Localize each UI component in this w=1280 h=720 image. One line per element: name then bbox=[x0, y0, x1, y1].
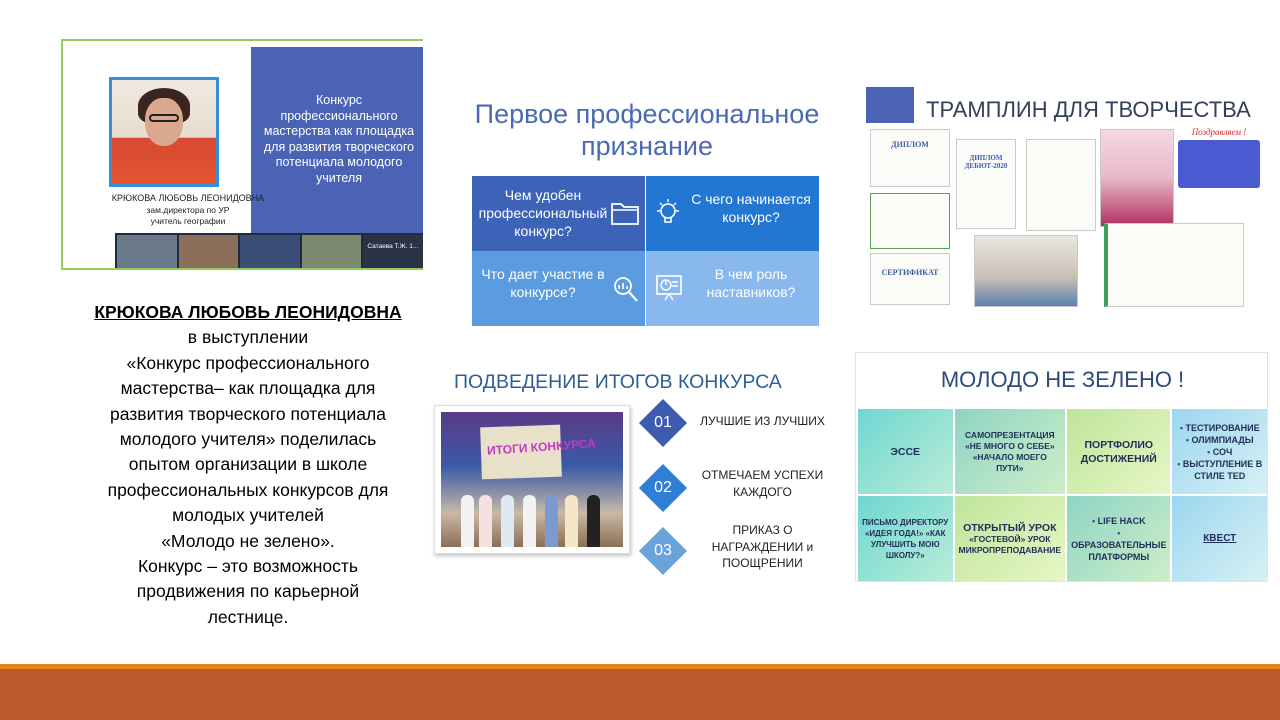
lifehack-list bbox=[1071, 515, 1166, 563]
diploma-heading: ДИПЛОМ bbox=[891, 140, 929, 149]
letter-cell bbox=[858, 496, 953, 581]
young-slide bbox=[855, 352, 1268, 582]
debut-diploma-heading: ДИПЛОМ ДЕБЮТ-2020 bbox=[964, 154, 1008, 170]
young-title: МОЛОДО НЕ ЗЕЛЕНО ! bbox=[940, 367, 1185, 392]
lightbulb-icon bbox=[654, 198, 682, 230]
footer-bar bbox=[0, 669, 1280, 720]
congrats-text: Поздравляем ! bbox=[1191, 127, 1247, 137]
certificate-image bbox=[870, 193, 950, 249]
debut-diploma-image bbox=[956, 139, 1016, 229]
video-tile bbox=[240, 235, 300, 268]
cell-text: САМОПРЕЗЕНТАЦИЯ «НЕ МНОГО О СЕБЕ» «НАЧАЛО МОЕГО ПУТИ» bbox=[964, 429, 1055, 473]
springboard-title: ТРАМПЛИН ДЛЯ ТВОРЧЕСТВА bbox=[926, 97, 1251, 122]
cell-text: «ГОСТЕВОЙ» УРОК МИКРОПРЕПОДАВАНИЕ bbox=[958, 533, 1062, 555]
essay-cell bbox=[858, 409, 953, 494]
video-tile bbox=[302, 235, 362, 268]
question-text: Что дает участие в конкурсе? bbox=[481, 266, 605, 300]
description-line: лестнице. bbox=[207, 606, 289, 627]
cell-text: ПИСЬМО ДИРЕКТОРУ «ИДЕЯ ГОДА!» «КАК УЛУЧШИТЬ МОЮ ШКОЛУ?» bbox=[862, 517, 949, 560]
speaker-photo bbox=[109, 77, 219, 187]
portfolio-cell bbox=[1067, 409, 1170, 494]
slide-blue-corner bbox=[866, 87, 914, 123]
question-card bbox=[646, 251, 819, 326]
video-call-strip bbox=[115, 233, 423, 270]
description-line: Конкурс – это возможность bbox=[137, 556, 359, 577]
description-line: мастерства– как площадка для bbox=[120, 378, 376, 399]
video-tile bbox=[117, 235, 177, 268]
list-item: • ОБРАЗОВАТЕЛЬНЫЕ ПЛАТФОРМЫ bbox=[1071, 527, 1166, 563]
results-photo bbox=[434, 405, 630, 554]
springboard-slide bbox=[866, 87, 1261, 309]
diploma-image bbox=[1104, 223, 1244, 307]
list-item: • СОЧ bbox=[1176, 446, 1263, 458]
results-title: ПОДВЕДЕНИЕ ИТОГОВ КОНКУРСА bbox=[454, 371, 782, 393]
question-text: Чем удобен профессиональный конкурс? bbox=[478, 187, 608, 239]
quest-cell bbox=[1172, 496, 1267, 581]
question-card bbox=[472, 176, 645, 251]
self-presentation-cell bbox=[955, 409, 1066, 494]
description-line: «Молодо не зелено». bbox=[161, 530, 335, 551]
certificate-image bbox=[870, 253, 950, 305]
cell-text: КВЕСТ bbox=[1203, 533, 1237, 544]
description-line: продвижения по карьерной bbox=[136, 581, 360, 602]
question-text: С чего начинается конкурс? bbox=[691, 191, 811, 225]
cell-title: ОТКРЫТЫЙ УРОК bbox=[963, 521, 1057, 534]
activities-list bbox=[1176, 422, 1263, 482]
recognition-title-line: признание bbox=[580, 131, 714, 161]
question-card bbox=[472, 251, 645, 326]
video-tile bbox=[363, 235, 423, 268]
recognition-grid bbox=[472, 176, 819, 326]
activities-cell bbox=[1172, 409, 1267, 494]
list-item: • ВЫСТУПЛЕНИЕ В СТИЛЕ TED bbox=[1176, 458, 1263, 482]
speaker-role-line: зам.директора по УР bbox=[146, 205, 230, 215]
question-text: В чем роль наставников? bbox=[706, 266, 796, 300]
description-line: опытом организации в школе bbox=[128, 454, 368, 475]
diploma-image bbox=[1026, 139, 1096, 231]
speaker-role bbox=[83, 205, 293, 227]
young-grid bbox=[858, 409, 1267, 581]
certificate-heading: СЕРТИФИКАТ bbox=[881, 268, 939, 277]
list-item: • LIFE HACK bbox=[1071, 515, 1166, 527]
description-line: развития творческого потенциала bbox=[110, 403, 386, 424]
step-text: ЛУЧШИЕ ИЗ ЛУЧШИХ bbox=[700, 414, 825, 428]
recognition-title bbox=[462, 98, 832, 162]
video-tile bbox=[179, 235, 239, 268]
description-line: молодых учителей bbox=[172, 505, 324, 526]
teachers-photo bbox=[974, 235, 1078, 307]
lifehack-cell bbox=[1067, 496, 1170, 581]
slide-title: Конкурс профессионального мастерства как площадка для развития творческого потенциала молодого учителя bbox=[263, 93, 415, 185]
description-line: молодого учителя» поделилась bbox=[119, 429, 377, 450]
speaker-role-line: учитель географии bbox=[150, 216, 226, 226]
step-number: 01 bbox=[654, 414, 672, 431]
cell-text: ЭССЕ bbox=[890, 445, 921, 458]
magnifier-chart-icon bbox=[612, 275, 640, 305]
speaker-slide bbox=[61, 39, 423, 270]
description-line: профессиональных конкурсов для bbox=[107, 479, 389, 500]
list-item: • ОЛИМПИАДЫ bbox=[1176, 434, 1263, 446]
description-text bbox=[60, 300, 436, 630]
step-text: ПРИКАЗ О НАГРАЖДЕНИИ и ПООЩРЕНИИ bbox=[711, 523, 814, 570]
speaker-name: КРЮКОВА ЛЮБОВЬ ЛЕОНИДОВНА bbox=[111, 193, 265, 203]
presentation-chart-icon bbox=[654, 273, 684, 303]
step-text: ОТМЕЧАЕМ УСПЕХИ КАЖДОГО bbox=[701, 468, 824, 499]
open-lesson-cell bbox=[955, 496, 1066, 581]
congrats-badge bbox=[1178, 140, 1260, 188]
description-lines bbox=[60, 325, 436, 630]
step-number: 03 bbox=[654, 542, 672, 559]
list-item: • ТЕСТИРОВАНИЕ bbox=[1176, 422, 1263, 434]
description-name: КРЮКОВА ЛЮБОВЬ ЛЕОНИДОВНА bbox=[94, 302, 402, 322]
description-line: в выступлении bbox=[187, 327, 309, 348]
cell-text: ПОРТФОЛИО ДОСТИЖЕНИЙ bbox=[1080, 438, 1157, 465]
description-line: «Конкурс профессионального bbox=[126, 352, 370, 373]
recognition-title-line: Первое профессиональное bbox=[474, 99, 820, 129]
question-card bbox=[646, 176, 819, 251]
diploma-image bbox=[870, 129, 950, 187]
photo-screen-text: ИТОГИ КОНКУРСА bbox=[486, 436, 597, 458]
step-number: 02 bbox=[654, 479, 672, 496]
folder-icon bbox=[610, 200, 640, 226]
video-tile-label: Сатаева Т.Ж. 1... bbox=[367, 243, 419, 250]
award-photo bbox=[1100, 129, 1174, 227]
